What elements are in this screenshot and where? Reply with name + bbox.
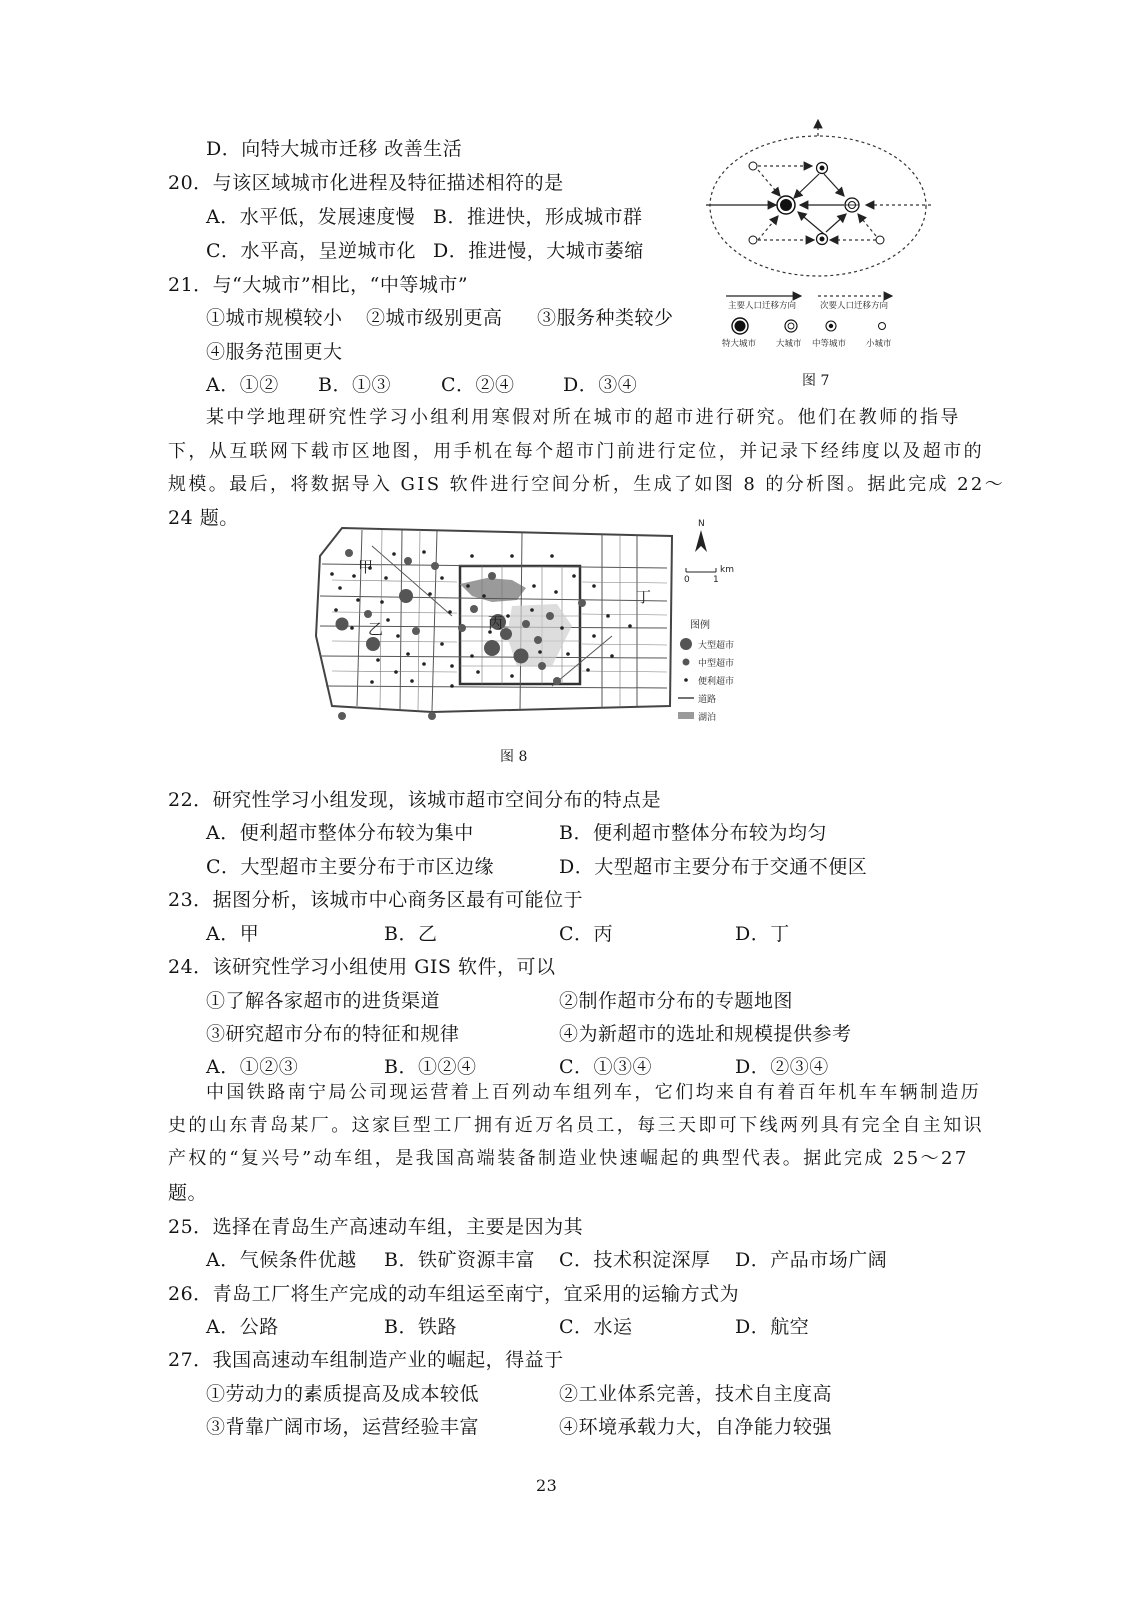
q25-option-d: D．产品市场广阔: [735, 1249, 888, 1271]
q21-option-d: D．③④: [563, 374, 638, 396]
fig8-label-ding: 丁: [636, 588, 652, 606]
fig8-legend-title: 图例: [690, 620, 710, 631]
q23-option-d: D．丁: [735, 923, 790, 945]
fig7-legend-megacity: 特大城市: [722, 339, 757, 349]
q19-option-d: D．向特大城市迁移 改善生活: [206, 138, 463, 160]
q23-stem: 23．据图分析，该城市中心商务区最有可能位于: [168, 889, 584, 911]
q25-option-c: C．技术积淀深厚: [559, 1249, 711, 1271]
q21-stem: 21．与“大城市”相比，“中等城市”: [168, 274, 469, 296]
passage2-line2: 史的山东青岛某厂。这家巨型工厂拥有近万名员工，每三天即可下线两列具有完全自主知识: [168, 1115, 984, 1136]
q20-option-a: A．水平低，发展速度慢: [206, 206, 416, 228]
q27-item-3: ③背靠广阔市场，运营经验丰富: [206, 1416, 480, 1438]
fig8-north-label: N: [698, 519, 705, 529]
q20-option-c: C．水平高，呈逆城市化: [206, 240, 417, 262]
q26-option-c: C．水运: [559, 1316, 633, 1338]
page-number: 23: [536, 1476, 558, 1495]
q22-option-d: D．大型超市主要分布于交通不便区: [559, 856, 868, 878]
fig8-legend-road: 道路: [698, 695, 717, 705]
q22-option-a: A．便利超市整体分布较为集中: [206, 822, 474, 844]
fig8-legend-large: 大型超市: [698, 641, 735, 651]
q21-item-4: ④服务范围更大: [206, 341, 343, 363]
q21-option-a: A．①②: [206, 374, 279, 396]
fig8-label-yi: 乙: [368, 620, 384, 638]
fig7-legend-minor: 次要人口迁移方向: [820, 301, 889, 311]
passage1-line2: 下，从互联网下载市区地图，用手机在每个超市门前进行定位，并记录下经纬度以及超市的: [168, 441, 984, 462]
q20-stem: 20．与该区域城市化进程及特征描述相符的是: [168, 172, 564, 194]
q21-option-b: B．①③: [318, 374, 391, 396]
fig7-legend-main: 主要人口迁移方向: [728, 301, 797, 311]
q24-option-a: A．①②③: [206, 1056, 299, 1078]
passage2-line1: 中国铁路南宁局公司现运营着上百列动车组列车，它们均来自有着百年机车车辆制造历: [206, 1082, 982, 1103]
figure-7-caption: 图 7: [802, 373, 830, 389]
passage1-line1: 某中学地理研究性学习小组利用寒假对所在城市的超市进行研究。他们在教师的指导: [206, 407, 961, 428]
fig8-scale-0: 0: [684, 575, 690, 585]
passage1-line3: 规模。最后，将数据导入 GIS 软件进行空间分析，生成了如图 8 的分析图。据此完成 22～: [168, 474, 1006, 495]
passage2-line3: 产权的“复兴号”动车组，是我国高端装备制造业快速崛起的典型代表。据此完成 25～27: [168, 1148, 969, 1169]
q25-stem: 25．选择在青岛生产高速动车组，主要是因为其: [168, 1216, 584, 1238]
fig8-scale-1: 1: [713, 575, 719, 585]
fig7-legend-small-city: 小城市: [866, 339, 892, 349]
q26-option-a: A．公路: [206, 1316, 279, 1338]
q21-option-c: C．②④: [441, 374, 515, 396]
fig8-legend-medium: 中型超市: [698, 659, 735, 669]
q21-item-1: ①城市规模较小: [206, 307, 343, 329]
q21-item-2: ②城市级别更高: [366, 307, 503, 329]
q20-option-b: B．推进快，形成城市群: [433, 206, 643, 228]
passage1-line4: 24 题。: [168, 507, 239, 529]
q22-option-c: C．大型超市主要分布于市区边缘: [206, 856, 495, 878]
q25-option-b: B．铁矿资源丰富: [384, 1249, 535, 1271]
q24-item-3: ③研究超市分布的特征和规律: [206, 1023, 460, 1045]
q26-option-d: D．航空: [735, 1316, 810, 1338]
q24-option-b: B．①②④: [384, 1056, 477, 1078]
figure-8-caption: 图 8: [500, 749, 528, 765]
q24-stem: 24．该研究性学习小组使用 GIS 软件，可以: [168, 956, 556, 978]
q27-item-4: ④环境承载力大，自净能力较强: [559, 1416, 833, 1438]
q22-stem: 22．研究性学习小组发现，该城市超市空间分布的特点是: [168, 789, 662, 811]
passage2-line4: 题。: [168, 1182, 208, 1204]
q27-item-2: ②工业体系完善，技术自主度高: [559, 1383, 833, 1405]
fig8-label-bing: 丙: [488, 614, 504, 632]
figure-7-migration-diagram: [706, 118, 936, 368]
q24-item-2: ②制作超市分布的专题地图: [559, 990, 794, 1012]
fig8-legend-convenience: 便利超市: [698, 677, 735, 687]
q24-option-c: C．①③④: [559, 1056, 653, 1078]
fig8-legend-lake: 湖泊: [698, 713, 717, 723]
fig7-legend-medium-city: 中等城市: [812, 339, 847, 349]
fig7-legend-large-city: 大城市: [776, 339, 802, 349]
q27-stem: 27．我国高速动车组制造产业的崛起，得益于: [168, 1349, 564, 1371]
fig8-scale-unit: km: [720, 565, 734, 575]
q20-option-d: D．推进慢，大城市萎缩: [433, 240, 644, 262]
q24-option-d: D．②③④: [735, 1056, 829, 1078]
q25-option-a: A．气候条件优越: [206, 1249, 357, 1271]
q26-stem: 26．青岛工厂将生产完成的动车组运至南宁，宜采用的运输方式为: [168, 1283, 740, 1305]
q26-option-b: B．铁路: [384, 1316, 457, 1338]
fig8-label-jia: 甲: [358, 558, 374, 576]
q24-item-4: ④为新超市的选址和规模提供参考: [559, 1023, 852, 1045]
q27-item-1: ①劳动力的素质提高及成本较低: [206, 1383, 480, 1405]
q23-option-a: A．甲: [206, 923, 260, 945]
q23-option-b: B．乙: [384, 923, 438, 945]
q22-option-b: B．便利超市整体分布较为均匀: [559, 822, 827, 844]
q23-option-c: C．丙: [559, 923, 614, 945]
q24-item-1: ①了解各家超市的进货渠道: [206, 990, 441, 1012]
figure-8-supermarket-map: [312, 516, 752, 736]
q21-item-3: ③服务种类较少: [537, 307, 674, 329]
